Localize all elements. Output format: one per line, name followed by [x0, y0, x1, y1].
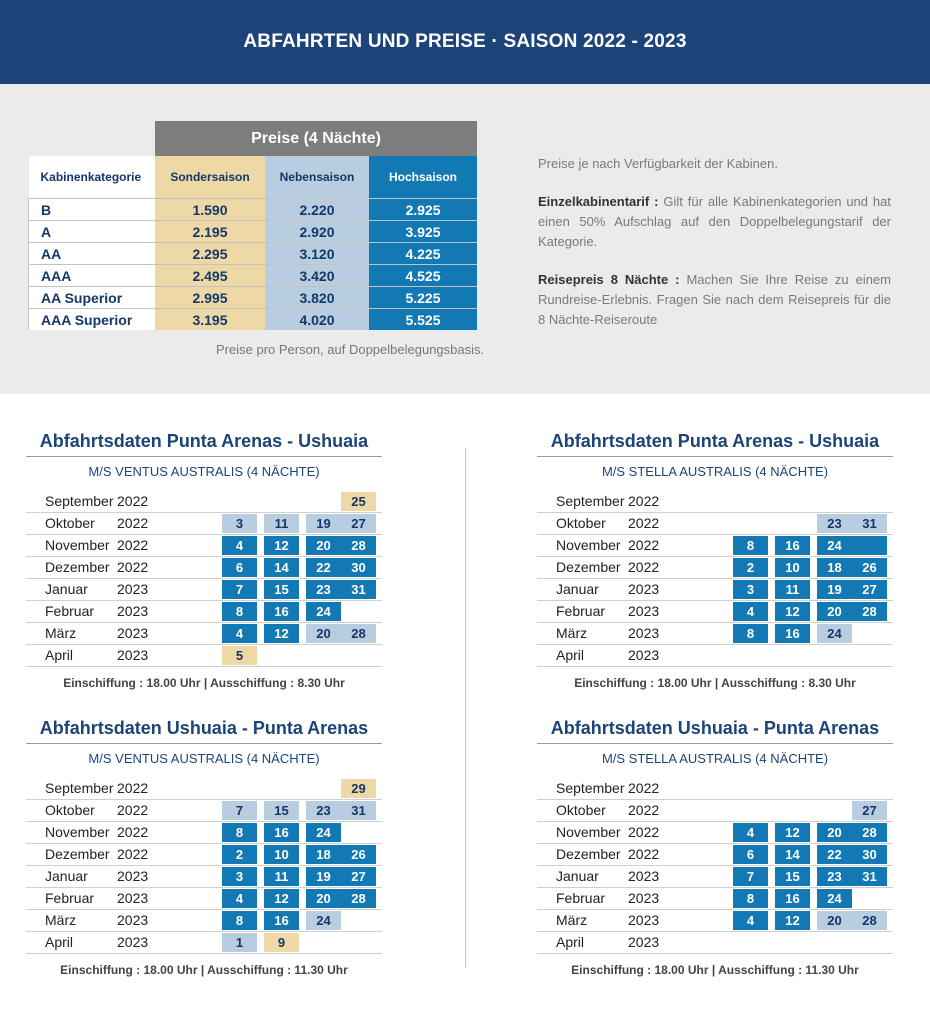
year-label: 2023 — [628, 890, 660, 906]
month-row — [26, 910, 382, 932]
price-row — [29, 265, 478, 287]
departure-grid — [26, 778, 382, 954]
month-row — [537, 822, 893, 844]
year-label: 2022 — [117, 515, 149, 531]
row-rule — [26, 666, 382, 667]
price-sondersaison: 1.590 — [155, 199, 265, 221]
year-label: 2022 — [628, 537, 660, 553]
departure-date: 15 — [775, 867, 810, 886]
month-label: April — [556, 647, 585, 663]
price-note: Preise pro Person, auf Doppelbelegungsbasis. — [216, 342, 485, 357]
departure-date: 20 — [817, 911, 852, 930]
departure-date: 20 — [817, 602, 852, 621]
col-header-sondersaison: Sondersaison — [155, 156, 265, 199]
month-row — [26, 800, 382, 822]
departure-date: 9 — [264, 933, 299, 952]
info-single-cabin-label: Einzelkabinentarif : — [538, 194, 659, 209]
departure-date: 20 — [306, 624, 341, 643]
cabin-category: AA — [29, 243, 156, 265]
price-table — [28, 121, 477, 330]
page-header — [0, 0, 930, 84]
year-label: 2022 — [117, 824, 149, 840]
departure-date: 24 — [817, 889, 852, 908]
year-label: 2023 — [628, 868, 660, 884]
info-single-cabin — [538, 192, 891, 252]
month-label: März — [556, 625, 588, 641]
month-row — [26, 888, 382, 910]
month-label: November — [556, 824, 621, 840]
departure-date: 8 — [222, 602, 257, 621]
boarding-times: Einschiffung : 18.00 Uhr | Ausschiffung : 11.30 Uhr — [60, 963, 348, 977]
year-label: 2022 — [117, 846, 149, 862]
departure-date: 26 — [852, 558, 887, 577]
departure-grid — [26, 491, 382, 667]
month-row — [26, 491, 382, 513]
departure-date: 31 — [852, 514, 887, 533]
month-row — [537, 557, 893, 579]
month-label: Oktober — [45, 802, 95, 818]
month-label: Februar — [556, 603, 606, 619]
month-row — [26, 645, 382, 667]
departure-date: 31 — [341, 580, 376, 599]
month-row — [537, 888, 893, 910]
price-sondersaison: 3.195 — [155, 309, 265, 331]
departure-date: 11 — [264, 514, 299, 533]
departure-date: 4 — [222, 889, 257, 908]
departure-date: 6 — [222, 558, 257, 577]
departure-grid — [537, 491, 893, 667]
departure-date: 14 — [264, 558, 299, 577]
departure-date: 18 — [817, 558, 852, 577]
departure-date: 2 — [733, 558, 768, 577]
departure-date — [852, 536, 887, 555]
departure-date: 8 — [733, 624, 768, 643]
departure-date: 8 — [222, 823, 257, 842]
month-label: Dezember — [45, 846, 110, 862]
month-label: Oktober — [556, 515, 606, 531]
price-section — [0, 84, 930, 394]
departure-date: 28 — [341, 536, 376, 555]
price-hochsaison: 3.925 — [369, 221, 477, 243]
info-8-nights — [538, 270, 891, 330]
departure-date: 4 — [733, 823, 768, 842]
departure-date: 28 — [341, 889, 376, 908]
month-label: November — [556, 537, 621, 553]
departure-date: 12 — [775, 911, 810, 930]
year-label: 2022 — [628, 780, 660, 796]
month-row — [537, 579, 893, 601]
month-label: September — [45, 780, 114, 796]
departure-date: 4 — [222, 624, 257, 643]
departure-date: 3 — [222, 514, 257, 533]
departure-date: 8 — [733, 889, 768, 908]
departure-date: 24 — [306, 602, 341, 621]
year-label: 2022 — [628, 559, 660, 575]
departure-date: 30 — [852, 845, 887, 864]
year-label: 2023 — [117, 890, 149, 906]
departure-date: 8 — [222, 911, 257, 930]
month-label: Februar — [556, 890, 606, 906]
month-label: Oktober — [45, 515, 95, 531]
price-row — [29, 243, 478, 265]
departure-date: 10 — [775, 558, 810, 577]
departure-date: 7 — [222, 801, 257, 820]
departure-date: 1 — [222, 933, 257, 952]
month-row — [537, 778, 893, 800]
month-label: März — [45, 625, 77, 641]
price-row — [29, 199, 478, 221]
month-row — [537, 800, 893, 822]
departure-date: 5 — [222, 646, 257, 665]
month-label: Februar — [45, 603, 95, 619]
year-label: 2022 — [117, 780, 149, 796]
year-label: 2022 — [117, 537, 149, 553]
cabin-category: B — [29, 199, 156, 221]
departure-date: 20 — [306, 889, 341, 908]
boarding-times: Einschiffung : 18.00 Uhr | Ausschiffung : 8.30 Uhr — [63, 676, 345, 690]
month-label: März — [45, 912, 77, 928]
month-label: Dezember — [45, 559, 110, 575]
price-hochsaison: 4.225 — [369, 243, 477, 265]
year-label: 2023 — [628, 625, 660, 641]
departure-date: 19 — [306, 514, 341, 533]
departure-date: 28 — [341, 624, 376, 643]
ship-name: M/S VENTUS AUSTRALIS (4 NÄCHTE) — [88, 751, 320, 766]
cabin-category: A — [29, 221, 156, 243]
col-header-hochsaison: Hochsaison — [369, 156, 477, 199]
month-label: September — [45, 493, 114, 509]
schedule-block — [26, 426, 382, 690]
departure-date: 27 — [852, 580, 887, 599]
month-row — [26, 844, 382, 866]
info-8-nights-text: Machen Sie Ihre Reise zu einem Rundreise-Erlebnis. Fragen Sie nach dem Reisepreis für die 8 Nächte-Reiseroute — [538, 272, 891, 327]
departure-date: 27 — [341, 867, 376, 886]
month-label: Januar — [556, 581, 599, 597]
price-nebensaison: 2.220 — [265, 199, 369, 221]
year-label: 2023 — [117, 647, 149, 663]
departure-date: 16 — [264, 911, 299, 930]
departure-date: 12 — [775, 823, 810, 842]
month-label: November — [45, 824, 110, 840]
month-label: Dezember — [556, 559, 621, 575]
month-row — [26, 557, 382, 579]
year-label: 2022 — [628, 846, 660, 862]
year-label: 2022 — [117, 802, 149, 818]
departure-date: 4 — [733, 602, 768, 621]
month-row — [537, 645, 893, 667]
departure-date: 2 — [222, 845, 257, 864]
month-row — [537, 844, 893, 866]
year-label: 2022 — [628, 493, 660, 509]
year-label: 2023 — [117, 625, 149, 641]
month-row — [26, 778, 382, 800]
schedule-title: Abfahrtsdaten Ushuaia - Punta Arenas — [39, 718, 369, 738]
month-row — [26, 822, 382, 844]
departure-date: 28 — [852, 602, 887, 621]
departure-date: 23 — [306, 580, 341, 599]
price-hochsaison: 5.225 — [369, 287, 477, 309]
departure-date: 11 — [775, 580, 810, 599]
departure-date: 16 — [775, 889, 810, 908]
price-hochsaison: 2.925 — [369, 199, 477, 221]
price-nebensaison: 3.420 — [265, 265, 369, 287]
departure-date: 4 — [733, 911, 768, 930]
schedule-title: Abfahrtsdaten Punta Arenas - Ushuaia — [39, 431, 369, 451]
departure-date: 28 — [852, 911, 887, 930]
price-sondersaison: 2.295 — [155, 243, 265, 265]
departure-date: 16 — [775, 624, 810, 643]
year-label: 2023 — [628, 581, 660, 597]
departure-date: 23 — [306, 801, 341, 820]
departure-date: 31 — [341, 801, 376, 820]
price-row — [29, 287, 478, 309]
year-label: 2023 — [628, 647, 660, 663]
departure-date: 10 — [264, 845, 299, 864]
departure-date: 12 — [775, 602, 810, 621]
month-row — [537, 601, 893, 623]
month-row — [537, 513, 893, 535]
departure-date: 8 — [733, 536, 768, 555]
departure-date: 15 — [264, 801, 299, 820]
departure-date: 16 — [775, 536, 810, 555]
price-nebensaison: 3.820 — [265, 287, 369, 309]
month-label: April — [45, 647, 74, 663]
year-label: 2022 — [628, 515, 660, 531]
info-8-nights-label: Reisepreis 8 Nächte : — [538, 272, 680, 287]
price-nebensaison: 3.120 — [265, 243, 369, 265]
year-label: 2023 — [117, 912, 149, 928]
boarding-times: Einschiffung : 18.00 Uhr | Ausschiffung : 8.30 Uhr — [574, 676, 856, 690]
year-label: 2022 — [628, 802, 660, 818]
year-label: 2023 — [117, 934, 149, 950]
price-sondersaison: 2.495 — [155, 265, 265, 287]
year-label: 2022 — [117, 493, 149, 509]
price-row — [29, 221, 478, 243]
departure-date: 27 — [341, 514, 376, 533]
row-rule — [26, 953, 382, 954]
departure-date: 19 — [306, 867, 341, 886]
price-row — [29, 309, 478, 331]
year-label: 2022 — [628, 824, 660, 840]
month-label: Dezember — [556, 846, 621, 862]
month-row — [26, 866, 382, 888]
month-row — [537, 932, 893, 954]
departure-date: 7 — [733, 867, 768, 886]
departure-date: 19 — [817, 580, 852, 599]
schedule-block — [537, 426, 893, 690]
month-row — [537, 866, 893, 888]
departure-date: 12 — [264, 624, 299, 643]
cabin-category: AAA — [29, 265, 156, 287]
departure-date: 3 — [222, 867, 257, 886]
month-row — [537, 491, 893, 513]
column-divider — [465, 448, 466, 968]
price-nebensaison: 2.920 — [265, 221, 369, 243]
row-rule — [537, 666, 893, 667]
price-nebensaison: 4.020 — [265, 309, 369, 331]
departure-date: 16 — [264, 602, 299, 621]
year-label: 2022 — [117, 559, 149, 575]
ship-name: M/S STELLA AUSTRALIS (4 NÄCHTE) — [601, 751, 829, 766]
departure-date: 29 — [341, 779, 376, 798]
month-label: September — [556, 493, 625, 509]
month-label: September — [556, 780, 625, 796]
year-label: 2023 — [628, 912, 660, 928]
month-label: April — [556, 934, 585, 950]
month-label: Januar — [45, 868, 88, 884]
departure-date: 26 — [341, 845, 376, 864]
month-label: April — [45, 934, 74, 950]
ship-name: M/S VENTUS AUSTRALIS (4 NÄCHTE) — [88, 464, 320, 479]
col-header-category: Kabinenkategorie — [29, 156, 156, 199]
departure-date: 18 — [306, 845, 341, 864]
departure-date: 24 — [817, 536, 852, 555]
cabin-category: AAA Superior — [29, 309, 156, 331]
month-row — [26, 513, 382, 535]
col-header-nebensaison: Nebensaison — [265, 156, 369, 199]
departure-date: 31 — [852, 867, 887, 886]
info-availability: Preise je nach Verfügbarkeit der Kabinen. — [538, 156, 778, 171]
schedule-block — [26, 713, 382, 977]
departure-date: 24 — [817, 624, 852, 643]
price-table-heading: Preise (4 Nächte) — [155, 121, 477, 156]
departure-date: 24 — [306, 911, 341, 930]
departure-date: 12 — [264, 889, 299, 908]
departure-date: 14 — [775, 845, 810, 864]
row-rule — [537, 953, 893, 954]
month-row — [537, 535, 893, 557]
departure-date: 22 — [306, 558, 341, 577]
price-table-corner — [29, 121, 156, 156]
departure-date: 11 — [264, 867, 299, 886]
month-label: Oktober — [556, 802, 606, 818]
departure-date: 23 — [817, 867, 852, 886]
departure-date: 23 — [817, 514, 852, 533]
month-label: März — [556, 912, 588, 928]
page-title: ABFAHRTEN UND PREISE · SAISON 2022 - 2023 — [243, 31, 687, 52]
schedule-block — [537, 713, 893, 977]
month-row — [26, 601, 382, 623]
month-label: Februar — [45, 890, 95, 906]
month-row — [26, 535, 382, 557]
price-hochsaison: 4.525 — [369, 265, 477, 287]
cabin-category: AA Superior — [29, 287, 156, 309]
month-label: Januar — [45, 581, 88, 597]
schedule-title: Abfahrtsdaten Punta Arenas - Ushuaia — [550, 431, 880, 451]
boarding-times: Einschiffung : 18.00 Uhr | Ausschiffung : 11.30 Uhr — [571, 963, 859, 977]
year-label: 2023 — [628, 934, 660, 950]
month-row — [26, 579, 382, 601]
month-row — [537, 623, 893, 645]
departure-date: 27 — [852, 801, 887, 820]
info-single-cabin-text: Gilt für alle Kabinenkategorien und hat einen 50% Aufschlag auf den Doppelbelegungstarif der Kategorie. — [538, 194, 891, 249]
price-sondersaison: 2.995 — [155, 287, 265, 309]
departure-date: 28 — [852, 823, 887, 842]
price-hochsaison: 5.525 — [369, 309, 477, 331]
month-row — [537, 910, 893, 932]
month-row — [26, 932, 382, 954]
month-label: Januar — [556, 868, 599, 884]
departure-date: 6 — [733, 845, 768, 864]
departure-date: 20 — [306, 536, 341, 555]
year-label: 2023 — [628, 603, 660, 619]
departure-date: 24 — [306, 823, 341, 842]
departure-date: 12 — [264, 536, 299, 555]
price-info — [538, 154, 891, 348]
price-sondersaison: 2.195 — [155, 221, 265, 243]
departure-date: 20 — [817, 823, 852, 842]
month-row — [26, 623, 382, 645]
ship-name: M/S STELLA AUSTRALIS (4 NÄCHTE) — [601, 464, 829, 479]
departure-date: 30 — [341, 558, 376, 577]
year-label: 2023 — [117, 868, 149, 884]
departure-date: 3 — [733, 580, 768, 599]
departure-date: 25 — [341, 492, 376, 511]
departure-grid — [537, 778, 893, 954]
departure-date: 16 — [264, 823, 299, 842]
departure-date: 4 — [222, 536, 257, 555]
year-label: 2023 — [117, 603, 149, 619]
year-label: 2023 — [117, 581, 149, 597]
departure-date: 15 — [264, 580, 299, 599]
schedule-title: Abfahrtsdaten Ushuaia - Punta Arenas — [550, 718, 880, 738]
departure-date: 22 — [817, 845, 852, 864]
departure-date: 7 — [222, 580, 257, 599]
month-label: November — [45, 537, 110, 553]
